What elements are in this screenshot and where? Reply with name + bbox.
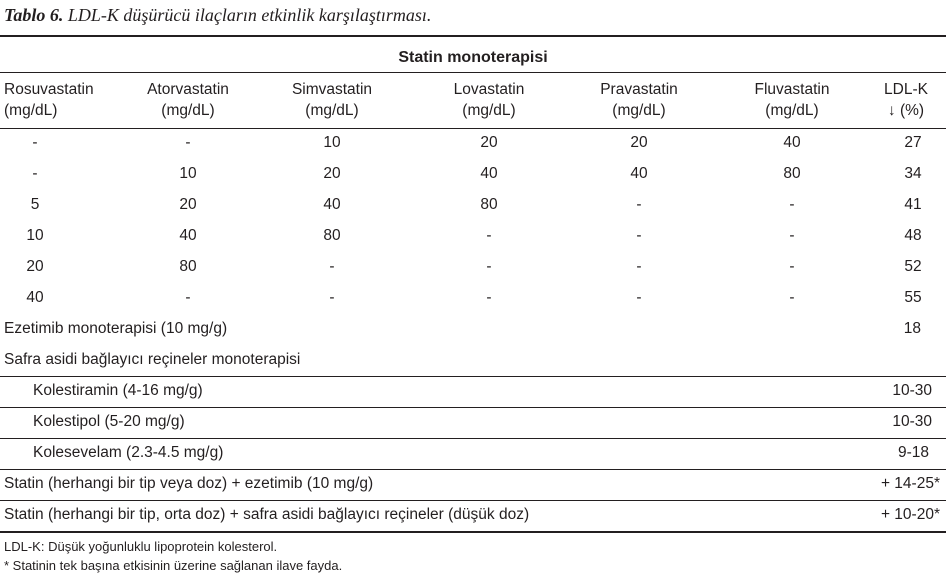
- col-header-unit: (mg/dL): [765, 102, 819, 119]
- rosuvastatin-cell: 10: [26, 227, 44, 244]
- col-header-atorvastatin: [128, 79, 248, 121]
- pravastatin-cell: -: [636, 227, 642, 244]
- atorvastatin-cell: -: [185, 289, 191, 306]
- table-title: [4, 5, 431, 26]
- lovastatin-cell: -: [486, 289, 492, 306]
- col-header-pravastatin: [579, 79, 699, 121]
- simvastatin-cell: 10: [323, 134, 341, 151]
- simvastatin-cell: 80: [323, 227, 341, 244]
- col-header-unit: ↓ (%): [887, 102, 925, 119]
- simvastatin-cell: -: [329, 289, 335, 306]
- col-header-name: Lovastatin: [453, 81, 525, 98]
- top-rule: [0, 35, 946, 37]
- ldl-k-cell: 34: [904, 165, 922, 182]
- footnote-abbreviation: LDL-K: Düşük yoğunluklu lipoprotein kolesterol.: [4, 539, 278, 554]
- section-underline: [0, 72, 946, 73]
- atorvastatin-cell: 10: [179, 165, 197, 182]
- fluvastatin-cell: 80: [783, 165, 801, 182]
- table-row: [0, 320, 946, 350]
- atorvastatin-cell: -: [185, 134, 191, 151]
- pravastatin-cell: 40: [630, 165, 648, 182]
- row-divider: [0, 376, 946, 377]
- row-divider: [0, 438, 946, 439]
- col-header-rosuvastatin: [4, 79, 94, 121]
- therapy-label: Statin (herhangi bir tip veya doz) + ezetimib (10 mg/g): [4, 475, 374, 492]
- therapy-label: Kolestipol (5-20 mg/g): [33, 413, 185, 430]
- col-header-ldl-k: [866, 79, 946, 121]
- rosuvastatin-cell: 5: [30, 196, 40, 213]
- therapy-label: Kolestiramin (4-16 mg/g): [33, 382, 203, 399]
- col-header-unit: (mg/dL): [161, 102, 215, 119]
- bottom-rule: [0, 531, 946, 533]
- fluvastatin-cell: -: [789, 196, 795, 213]
- col-header-name: Simvastatin: [291, 81, 373, 98]
- section-heading: Statin monoterapisi: [398, 49, 548, 66]
- col-header-lovastatin: [429, 79, 549, 121]
- row-divider: [0, 407, 946, 408]
- therapy-label: Statin (herhangi bir tip, orta doz) + safra asidi bağlayıcı reçineler (düşük doz): [4, 506, 530, 523]
- atorvastatin-cell: 20: [179, 196, 197, 213]
- therapy-label: Ezetimib monoterapisi (10 mg/g): [4, 320, 228, 337]
- table-caption: LDL-K düşürücü ilaçların etkinlik karşılaştırması.: [63, 5, 432, 25]
- fluvastatin-cell: -: [789, 227, 795, 244]
- rosuvastatin-cell: -: [32, 165, 38, 182]
- fluvastatin-cell: -: [789, 289, 795, 306]
- ldl-k-value: 10-30: [892, 382, 932, 399]
- table-number: Tablo 6.: [4, 5, 64, 25]
- col-header-unit: (mg/dL): [612, 102, 666, 119]
- col-header-unit: (mg/dL): [4, 102, 58, 119]
- ldl-k-value: 18: [903, 320, 921, 337]
- simvastatin-cell: -: [329, 258, 335, 275]
- header-underline: [0, 128, 946, 129]
- atorvastatin-cell: 80: [179, 258, 197, 275]
- pravastatin-cell: 20: [630, 134, 648, 151]
- ldl-k-cell: 27: [904, 134, 922, 151]
- col-header-name: Pravastatin: [600, 81, 678, 98]
- ldl-k-value: 10-30: [892, 413, 932, 430]
- footnote-asterisk: * Statinin tek başına etkisinin üzerine sağlanan ilave fayda.: [4, 558, 343, 573]
- col-header-name: Atorvastatin: [147, 81, 229, 98]
- rosuvastatin-cell: 20: [26, 258, 44, 275]
- col-header-unit: (mg/dL): [462, 102, 516, 119]
- col-header-unit: (mg/dL): [305, 102, 359, 119]
- lovastatin-cell: 80: [480, 196, 498, 213]
- fluvastatin-cell: 40: [783, 134, 801, 151]
- ldl-k-cell: 48: [904, 227, 922, 244]
- fluvastatin-cell: -: [789, 258, 795, 275]
- lovastatin-cell: -: [486, 258, 492, 275]
- rosuvastatin-cell: -: [32, 134, 38, 151]
- table-row: [0, 134, 946, 164]
- simvastatin-cell: 40: [323, 196, 341, 213]
- pravastatin-cell: -: [636, 196, 642, 213]
- therapy-group-label: Safra asidi bağlayıcı reçineler monoterapisi: [4, 351, 301, 368]
- table-row: [0, 289, 946, 319]
- table-row: [0, 196, 946, 226]
- lovastatin-cell: 20: [480, 134, 498, 151]
- ldl-k-cell: 41: [904, 196, 922, 213]
- col-header-name: Rosuvastatin: [4, 81, 94, 98]
- lovastatin-cell: -: [486, 227, 492, 244]
- col-header-simvastatin: [272, 79, 392, 121]
- row-divider: [0, 500, 946, 501]
- table-row: [0, 258, 946, 288]
- atorvastatin-cell: 40: [179, 227, 197, 244]
- therapy-label: Kolesevelam (2.3-4.5 mg/g): [33, 444, 224, 461]
- rosuvastatin-cell: 40: [26, 289, 44, 306]
- ldl-k-value: + 14-25*: [880, 475, 940, 492]
- ldl-k-cell: 52: [904, 258, 922, 275]
- row-divider: [0, 469, 946, 470]
- simvastatin-cell: 20: [323, 165, 341, 182]
- pravastatin-cell: -: [636, 289, 642, 306]
- col-header-fluvastatin: [732, 79, 852, 121]
- ldl-k-value: + 10-20*: [880, 506, 940, 523]
- table-row: [0, 165, 946, 195]
- ldl-k-value: 9-18: [897, 444, 929, 461]
- lovastatin-cell: 40: [480, 165, 498, 182]
- pravastatin-cell: -: [636, 258, 642, 275]
- table-row: [0, 227, 946, 257]
- ldl-k-cell: 55: [904, 289, 922, 306]
- col-header-name: LDL-K: [884, 81, 928, 98]
- col-header-name: Fluvastatin: [754, 81, 830, 98]
